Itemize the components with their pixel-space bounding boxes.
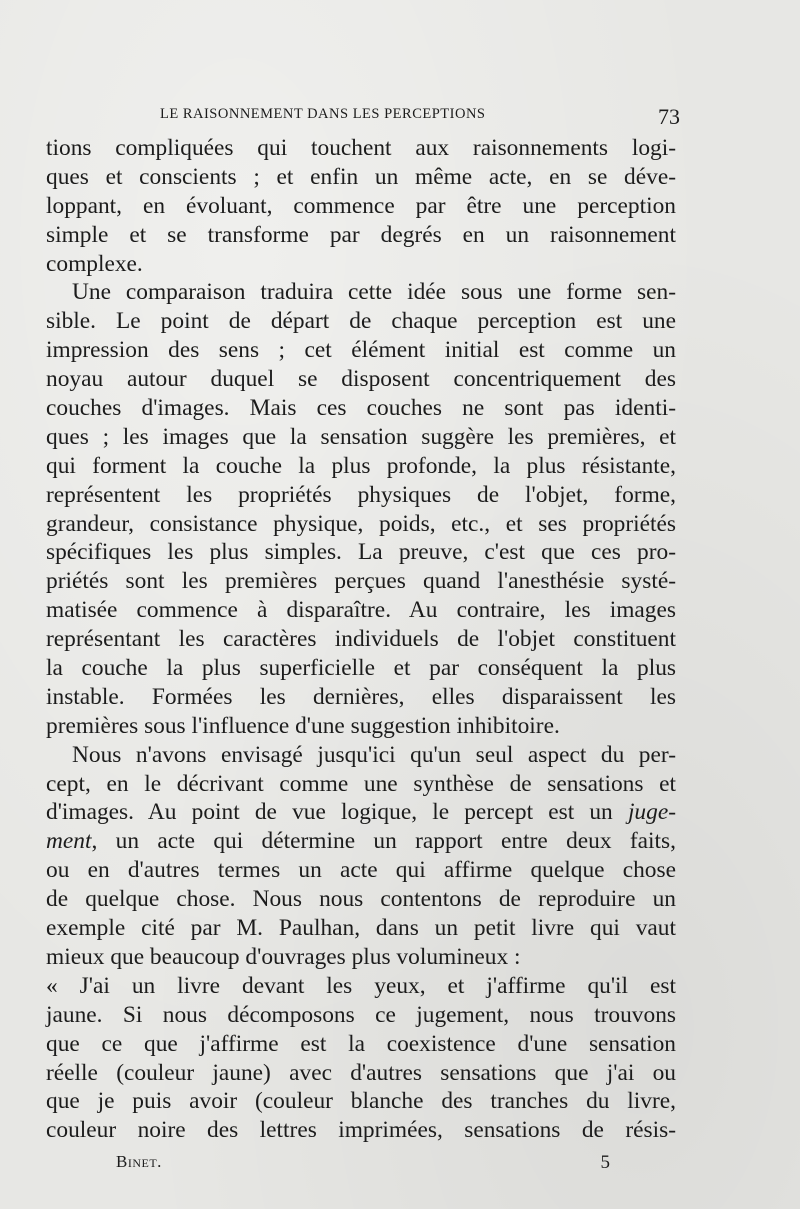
text-line: que je puis avoir (couleur blanche des tranches du livre, xyxy=(46,1088,676,1115)
text-line: la couche la plus superficielle et par conséquent la plus xyxy=(46,655,676,682)
text-line-italic: juge- xyxy=(627,799,676,826)
text-line: couleur noire des lettres imprimées, sensations de résis- xyxy=(46,1117,676,1144)
text-line: représentent les propriétés physiques de l'objet, forme, xyxy=(46,481,676,508)
text-line: Nous n'avons envisagé jusqu'ici qu'un seul aspect du per- xyxy=(72,741,676,768)
text-line: grandeur, consistance physique, poids, etc., et ses propriétés xyxy=(46,510,676,537)
running-title: LE RAISONNEMENT DANS LES PERCEPTIONS xyxy=(160,106,486,122)
text-line: tions compliquées qui touchent aux raisonnements logi- xyxy=(46,135,676,161)
text-line: ques et conscients ; et enfin un même acte, en se déve- xyxy=(46,163,676,190)
text-line-roman: d'images. Au point de vue logique, le percept est un xyxy=(46,799,613,826)
text-line-italic: ment xyxy=(46,828,92,855)
text-line-roman: , un acte qui détermine un rapport entre deux faits, xyxy=(91,828,676,855)
text-line: mieux que beaucoup d'ouvrages plus volumineux : xyxy=(46,943,521,970)
text-line: matisée commence à disparaître. Au contraire, les images xyxy=(46,597,676,624)
signature-mark: 5 xyxy=(600,1152,610,1173)
text-line: noyau autour duquel se disposent concentriquement des xyxy=(46,366,676,393)
text-line xyxy=(46,798,676,827)
text-line: simple et se transforme par degrés en un raisonnement xyxy=(46,221,676,248)
text-line: ou en d'autres termes un acte qui affirme quelque chose xyxy=(46,857,676,884)
text-line: complexe. xyxy=(46,250,143,277)
text-line: premières sous l'influence d'une suggestion inhibitoire. xyxy=(46,712,560,739)
text-line: sible. Le point de départ de chaque perception est une xyxy=(46,308,676,335)
text-line xyxy=(46,827,676,856)
text-line: que ce que j'affirme est la coexistence d'une sensation xyxy=(46,1030,676,1057)
text-line: spécifiques les plus simples. La preuve, c'est que ces pro- xyxy=(46,539,676,566)
text-line: priétés sont les premières perçues quand l'anesthésie systé- xyxy=(46,568,676,595)
text-line: loppant, en évoluant, commence par être une perception xyxy=(46,192,676,219)
text-line: instable. Formées les dernières, elles disparaissent les xyxy=(46,683,676,710)
text-line: réelle (couleur jaune) avec d'autres sensations que j'ai ou xyxy=(46,1059,676,1086)
text-line: couches d'images. Mais ces couches ne sont pas identi- xyxy=(46,395,676,422)
text-line: « J'ai un livre devant les yeux, et j'affirme qu'il est xyxy=(46,972,676,999)
text-line: qui forment la couche la plus profonde, la plus résistante, xyxy=(46,452,676,479)
body-text xyxy=(46,134,676,1145)
footer xyxy=(116,1152,610,1178)
text-line: Une comparaison traduira cette idée sous une forme sen- xyxy=(72,279,676,306)
text-line: ques ; les images que la sensation suggère les premières, et xyxy=(46,423,676,450)
text-line: jaune. Si nous décomposons ce jugement, nous trouvons xyxy=(46,1001,676,1028)
text-line: de quelque chose. Nous nous contentons de reproduire un xyxy=(46,886,676,913)
text-line: cept, en le décrivant comme une synthèse de sensations et xyxy=(46,770,676,797)
text-line: exemple cité par M. Paulhan, dans un petit livre qui vaut xyxy=(46,915,676,942)
running-head xyxy=(160,104,680,134)
signature: Binet. xyxy=(116,1152,162,1171)
text-line: représentant les caractères individuels de l'objet constituent xyxy=(46,626,676,653)
text-line: impression des sens ; cet élément initial est comme un xyxy=(46,337,676,364)
page-number: 73 xyxy=(658,104,680,129)
